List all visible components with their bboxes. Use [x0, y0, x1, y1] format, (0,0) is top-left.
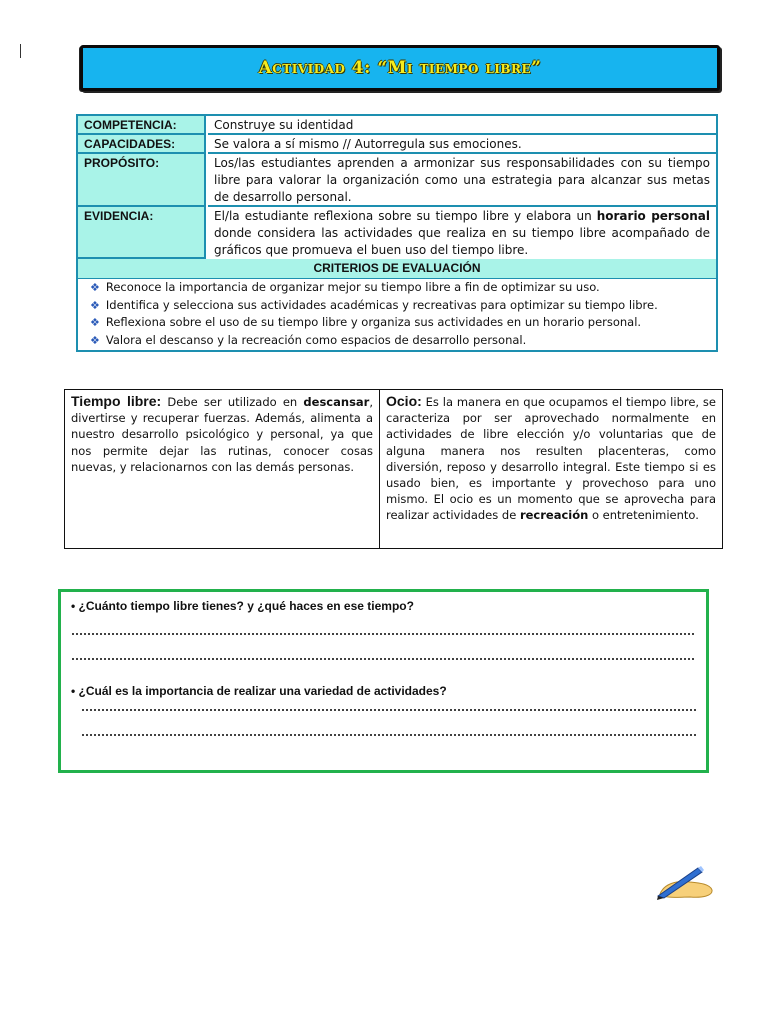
evidencia-value: [208, 207, 716, 259]
diamond-bullet-icon: ❖: [90, 298, 100, 312]
tiempo-libre-text-pre: Debe ser utilizado en: [161, 395, 304, 409]
answer-line-2b[interactable]: [81, 734, 697, 736]
tiempo-libre-term: Tiempo libre:: [71, 393, 162, 409]
activity-info-table: [76, 114, 718, 352]
diamond-bullet-icon: ❖: [90, 333, 100, 347]
criterio-item: [90, 297, 710, 315]
questions-box: [58, 589, 709, 773]
criterio-text: Valora el descanso y la recreación como espacios de desarrollo personal.: [105, 332, 527, 347]
evidencia-label: EVIDENCIA:: [78, 207, 206, 259]
row-proposito: [78, 154, 716, 207]
criterio-item: [90, 332, 710, 350]
competencia-label: COMPETENCIA:: [78, 116, 206, 135]
title-banner: [80, 45, 720, 91]
proposito-label: PROPÓSITO:: [78, 154, 206, 207]
competencia-value: Construye su identidad: [208, 116, 716, 135]
diamond-bullet-icon: ❖: [90, 316, 100, 329]
answer-line-2a[interactable]: [81, 709, 697, 711]
answer-line-1a[interactable]: [71, 633, 696, 635]
criterios-header: CRITERIOS DE EVALUACIÓN: [78, 259, 716, 279]
page-title: Actividad 4: “Mi tiempo libre”: [258, 58, 542, 78]
ocio-text-post: o entretenimiento.: [588, 508, 699, 523]
criterio-text: Reflexiona sobre el uso de su tiempo libre y organiza sus actividades en un horario personal.: [105, 315, 642, 329]
ocio-text-pre: Es la manera en que ocupamos el tiempo libre, se caracteriza por ser aprovechado normalmente en actividades de libre elección y/o voluntarias que de alguna manera nos resulten placenteras, como diversión, reposo y desarrollo integral. Este tiempo si es usado bien, es importante y provechoso para uno mismo. El ocio es un momento que se aprovecha para realizar actividades de: [386, 395, 716, 523]
row-competencia: [78, 116, 716, 135]
capacidades-value: Se valora a sí mismo // Autorregula sus emociones.: [208, 135, 716, 154]
evidencia-text-bold: horario personal: [596, 209, 710, 223]
criterio-item: [90, 279, 710, 297]
definitions-table: [64, 389, 723, 549]
proposito-value: Los/las estudiantes aprenden a armonizar sus responsabilidades con su tiempo libre para valorar la organización como una estrategia para alcanzar sus metas de desarrollo personal.: [208, 154, 716, 207]
diamond-bullet-icon: ❖: [90, 281, 100, 294]
definition-ocio: [380, 390, 722, 548]
tiempo-libre-text-bold: descansar: [303, 395, 370, 409]
criterios-list: [90, 279, 710, 349]
answer-line-1b[interactable]: [71, 658, 696, 660]
question-2: • ¿Cuál es la importancia de realizar una variedad de actividades?: [71, 684, 447, 698]
criterio-text: Identifica y selecciona sus actividades académicas y recreativas para optimizar su tiempo libre.: [105, 297, 658, 312]
evidencia-text-post: donde considera las actividades que realiza en su tiempo libre acompañado de gráficos que promueva el buen uso del tiempo libre.: [214, 226, 710, 257]
criterio-text: Reconoce la importancia de organizar mejor su tiempo libre a fin de optimizar su uso.: [105, 280, 600, 294]
capacidades-label: CAPACIDADES:: [78, 135, 206, 154]
row-evidencia: [78, 207, 716, 259]
ocio-text-bold: recreación: [519, 508, 589, 523]
text-cursor: [20, 44, 21, 58]
criterio-item: [90, 314, 710, 332]
pen-writing-icon: [654, 864, 714, 902]
ocio-term: Ocio:: [386, 393, 422, 409]
definition-tiempo-libre: [65, 390, 380, 548]
question-1: • ¿Cuánto tiempo libre tienes? y ¿qué haces en ese tiempo?: [71, 599, 414, 613]
row-capacidades: [78, 135, 716, 154]
evidencia-text-pre: El/la estudiante reflexiona sobre su tiempo libre y elabora un: [214, 209, 597, 223]
tiempo-libre-text-post: , divertirse y recuperar fuerzas. Además, alimenta a nuestro desarrollo psicológico y personal, ya que nos permite dejar las rutinas, conocer cosas nuevas, y relacionarnos con las demás personas.: [71, 395, 373, 474]
